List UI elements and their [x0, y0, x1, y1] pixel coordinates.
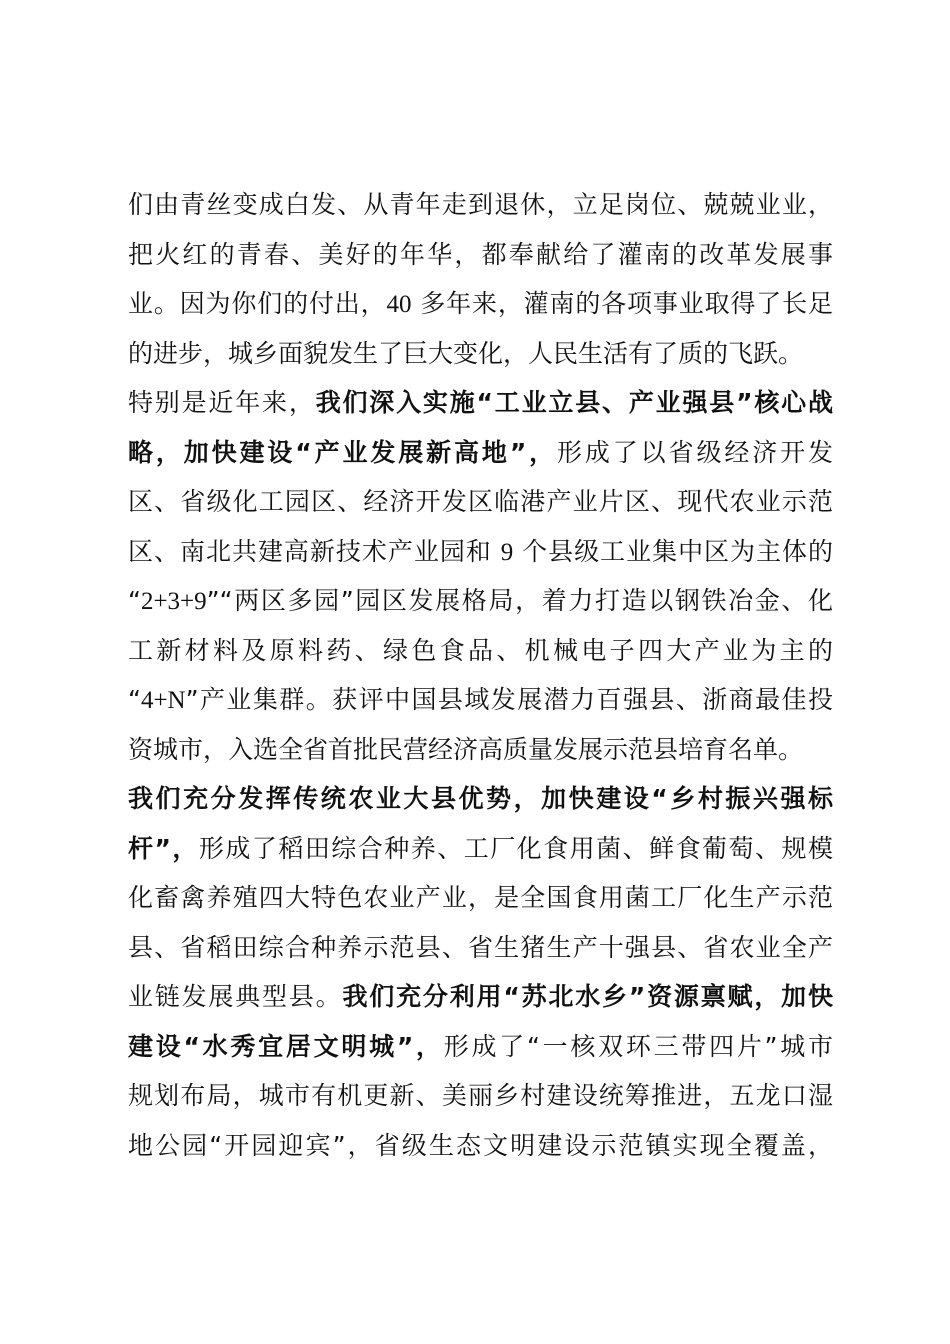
text-line — [128, 1071, 833, 1121]
text-line — [128, 329, 833, 379]
text-line — [128, 378, 833, 428]
text-segment: 规划布局，城市有机更新、美丽乡村建设统筹推进，五龙口湿 — [128, 1081, 833, 1110]
text-segment: 工新材料及原料药、绿色食品、机械电子四大产业为主的 — [128, 635, 833, 665]
body-text — [128, 180, 833, 1170]
text-segment: ”产业集群。获评中国县域发展潜力百强县、浙商最佳投 — [185, 685, 833, 714]
text-segment: 形成了稻田综合种养、工厂化食用菌、鲜食葡萄、规模 — [198, 833, 833, 863]
text-segment: 化畜禽养殖四大特色农业产业，是全国食用菌工厂化生产示范 — [128, 883, 833, 912]
text-line — [128, 576, 833, 626]
text-line — [128, 626, 833, 676]
text-line — [128, 1022, 833, 1072]
text-segment: 们由青丝变成白发、从青年走到退休，立足岗位、兢兢业业， — [128, 190, 833, 219]
text-segment: 形成了“一核双环三带四片”城市 — [443, 1031, 833, 1061]
text-segment: 区、省级化工园区、经济开发区临港产业片区、现代农业示范 — [128, 487, 833, 516]
text-line — [128, 873, 833, 923]
bold-text-segment: 我们深入实施“工业立县、产业强县”核心战 — [315, 388, 833, 417]
bold-text-segment: 我们充分利用“苏北水乡”资源禀赋，加快 — [342, 982, 833, 1011]
text-line — [128, 675, 833, 725]
text-segment: 业。因为你们的付出， — [128, 289, 387, 318]
bold-text-segment: 建设“水秀宜居文明城”， — [128, 1031, 444, 1061]
text-segment: ”“两区多园”园区发展格局，着力打造以钢铁冶金、化 — [206, 586, 833, 615]
text-segment: 4+N — [140, 687, 186, 714]
text-segment: 个县级工业集中区为主体的 — [513, 536, 833, 566]
text-line — [128, 180, 833, 230]
text-segment: 40 — [386, 291, 412, 318]
text-segment: 资城市，入选全省首批民营经济高质量发展示范县培育名单。 — [128, 734, 804, 764]
text-segment: 地公园“开园迎宾”，省级生态文明建设示范镇实现全覆盖， — [128, 1130, 833, 1160]
text-line — [128, 725, 833, 775]
text-line — [128, 972, 833, 1022]
bold-text-segment: 杆”， — [128, 833, 199, 863]
text-line — [128, 774, 833, 824]
text-segment: 县、省稻田综合种养示范县、省生猪生产十强县、省农业全产 — [128, 932, 833, 962]
text-segment: 多年来，灌南的各项事业取得了长足 — [411, 289, 833, 318]
text-line — [128, 923, 833, 973]
text-line — [128, 230, 833, 280]
text-line — [128, 477, 833, 527]
text-segment: 形成了以省级经济开发 — [557, 437, 833, 467]
text-segment: 2+3+9 — [140, 588, 207, 615]
text-line — [128, 1121, 833, 1171]
bold-text-segment: 略，加快建设“产业发展新高地”， — [128, 437, 558, 467]
text-line — [128, 824, 833, 874]
text-segment: 特别是近年来， — [128, 388, 316, 417]
text-segment: 的进步，城乡面貌发生了巨大变化，人民生活有了质的飞跃。 — [128, 338, 804, 368]
text-line — [128, 279, 833, 329]
text-segment: 业链发展典型县。 — [128, 982, 343, 1011]
bold-text-segment: 我们充分发挥传统农业大县优势，加快建设“乡村振兴强标 — [128, 784, 833, 813]
text-line — [128, 428, 833, 478]
text-segment: 把火红的青春、美好的年华，都奉献给了灌南的改革发展事 — [128, 239, 833, 269]
text-line — [128, 527, 833, 577]
text-segment: “ — [128, 586, 141, 615]
text-segment: 区、南北共建高新技术产业园和 — [128, 536, 501, 566]
text-segment: “ — [128, 685, 141, 714]
text-segment: 9 — [500, 538, 514, 566]
